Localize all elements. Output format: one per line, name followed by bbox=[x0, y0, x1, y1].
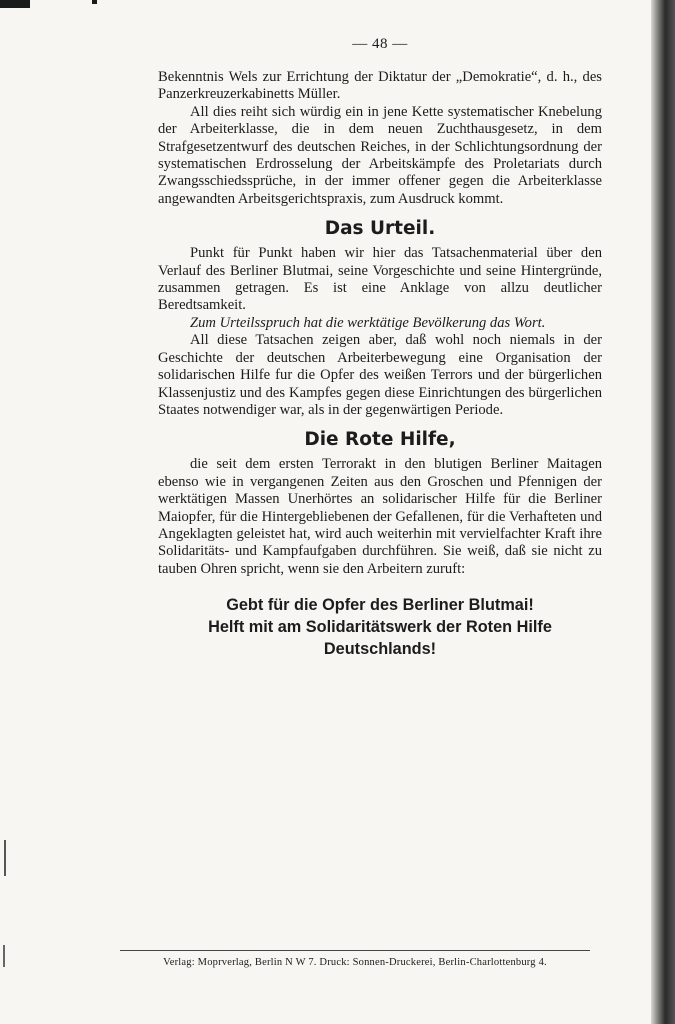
appeal-line: Deutschlands! bbox=[323, 640, 437, 659]
section-heading: Die Rote Hilfe, bbox=[304, 429, 456, 451]
paragraph: die seit dem ersten Terrorakt in den blutigen Berliner Maitagen ebenso wie in vergangenen Zeiten aus den Groschen und Pfennigen der werktätigen Massen Unerhörtes an solidarischer Hilfe für die Berliner Maiopfer, für die Hintergebliebenen der Gefallenen, für die Verhafteten und Angeklagten geleistet hat, wird auch weiterhin mit vervielfachter Kraft ihre Solidaritäts- und Kampfaufgaben durchführen. Sie weiß, daß sie nicht zu tauben Ohren spricht, wenn sie den Arbeitern zuruft: bbox=[158, 456, 602, 577]
document-page bbox=[158, 36, 602, 660]
italic-paragraph: Zum Urteilsspruch hat die werktätige Bevölkerung das Wort. bbox=[190, 314, 546, 331]
paragraph: Bekenntnis Wels zur Errichtung der Diktatur der „Demokratie“, d. h., des Panzerkreuzerkabinetts Müller. bbox=[158, 69, 602, 103]
closing-appeal bbox=[158, 594, 602, 660]
scan-edge-mark bbox=[3, 945, 5, 967]
paragraph: All diese Tatsachen zeigen aber, daß wohl noch niemals in der Geschichte der deutschen Arbeiterbewegung eine Organisation der solidarischen Hilfe fur die Opfer des weißen Terrors und der bürgerlichen Klassenjustiz und des Kampfes gegen diese Einrichtungen des bürgerlichen Staates notwendiger war, als in der gegenwärtigen Periode. bbox=[158, 332, 602, 418]
book-spine-shadow bbox=[651, 0, 675, 1024]
scan-edge-mark bbox=[4, 840, 6, 876]
section-heading: Das Urteil. bbox=[324, 218, 436, 240]
page-number: — 48 — bbox=[352, 36, 408, 52]
imprint-footer: Verlag: Moprverlag, Berlin N W 7. Druck: Sonnen-Druckerei, Berlin-Charlottenburg 4. bbox=[120, 950, 590, 968]
scan-corner-mark bbox=[0, 0, 30, 8]
paragraph: Punkt für Punkt haben wir hier das Tatsachenmaterial über den Verlauf des Berliner Blutmai, seine Vorgeschichte und seine Hintergründe, zusammen getragen. Es ist eine Anklage von allzu deutlicher Beredtsamkeit. bbox=[158, 245, 602, 314]
appeal-line: Gebt für die Opfer des Berliner Blutmai! bbox=[226, 596, 534, 615]
appeal-line: Helft mit am Solidaritätswerk der Roten Hilfe bbox=[208, 618, 552, 637]
scan-corner-dot bbox=[92, 0, 97, 4]
paragraph: All dies reiht sich würdig ein in jene Kette systematischer Knebelung der Arbeiterklasse, die in dem neuen Zuchthausgesetz, in dem Strafgesetzentwurf des deutschen Reiches, in der Schlichtungsordnung der systematischen Erdrosselung der Arbeitskämpfe des Proletariats durch Zwangsschiedssprüche, in der immer offener gegen die Arbeiterklasse angewandten Arbeitsgerichtspraxis, zum Ausdruck kommt. bbox=[158, 103, 602, 207]
